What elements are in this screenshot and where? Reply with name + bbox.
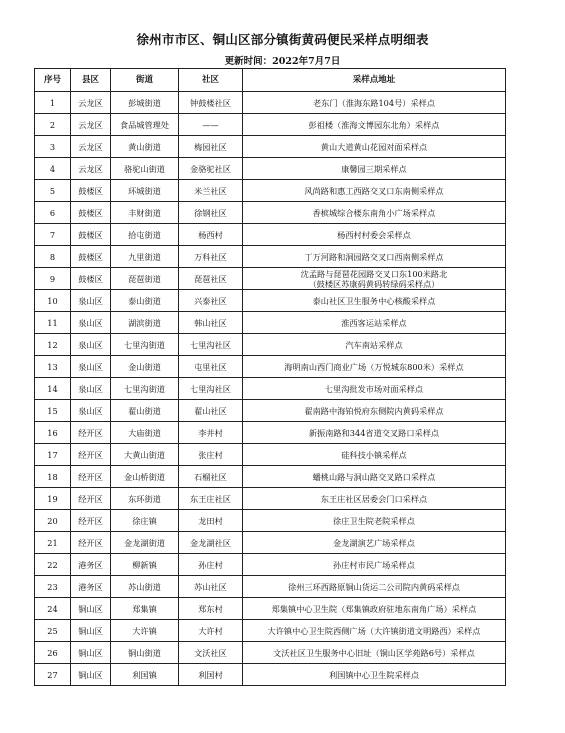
table-row (35, 356, 506, 378)
cell-address: 老东门（淮海东路104号）采样点 (243, 92, 506, 114)
table-row (35, 378, 506, 400)
cell-address: 杨西村村委会采样点 (243, 224, 506, 246)
cell-street: 琵琶街道 (111, 268, 179, 290)
cell-community: 大许村 (179, 620, 243, 642)
table-row (35, 576, 506, 598)
cell-street: 金龙湖街道 (111, 532, 179, 554)
cell-street: 金山街道 (111, 356, 179, 378)
cell-index: 2 (35, 114, 71, 136)
cell-street: 骆驼山街道 (111, 158, 179, 180)
cell-community: 梅园社区 (179, 136, 243, 158)
cell-index: 8 (35, 246, 71, 268)
table-row (35, 268, 506, 290)
cell-street: 食品城管理处 (111, 114, 179, 136)
cell-street: 彭城街道 (111, 92, 179, 114)
cell-street: 黄山街道 (111, 136, 179, 158)
cell-address: 东王庄社区居委会门口采样点 (243, 488, 506, 510)
cell-index: 17 (35, 444, 71, 466)
cell-address: 康馨园三期采样点 (243, 158, 506, 180)
header-address: 采样点地址 (243, 69, 506, 92)
cell-index: 15 (35, 400, 71, 422)
cell-address: 海明南山西门商业广场（万悦城东800米）采样点 (243, 356, 506, 378)
cell-district: 泉山区 (71, 312, 111, 334)
cell-district: 鼓楼区 (71, 202, 111, 224)
cell-community: 利国村 (179, 664, 243, 686)
cell-street: 泰山街道 (111, 290, 179, 312)
cell-index: 10 (35, 290, 71, 312)
cell-district: 经开区 (71, 444, 111, 466)
cell-district: 泉山区 (71, 400, 111, 422)
cell-address: 翟南路中海铂悦府东侧院内黄码采样点 (243, 400, 506, 422)
cell-district: 经开区 (71, 532, 111, 554)
table-row (35, 466, 506, 488)
cell-index: 21 (35, 532, 71, 554)
cell-district: 泉山区 (71, 334, 111, 356)
cell-community: 张庄村 (179, 444, 243, 466)
cell-community: 屯里社区 (179, 356, 243, 378)
cell-district: 鼓楼区 (71, 224, 111, 246)
cell-community: 金骆驼社区 (179, 158, 243, 180)
cell-community: 钟鼓楼社区 (179, 92, 243, 114)
table-row (35, 136, 506, 158)
cell-community: 兴泰社区 (179, 290, 243, 312)
table-row (35, 598, 506, 620)
cell-address: 金龙湖演艺广场采样点 (243, 532, 506, 554)
table-row (35, 488, 506, 510)
cell-index: 22 (35, 554, 71, 576)
cell-community: 杨西村 (179, 224, 243, 246)
cell-street: 七里沟街道 (111, 378, 179, 400)
cell-district: 经开区 (71, 422, 111, 444)
table-row (35, 224, 506, 246)
cell-community: 石榴社区 (179, 466, 243, 488)
table-row (35, 620, 506, 642)
cell-index: 3 (35, 136, 71, 158)
cell-address: 香槟城综合楼东南角小广场采样点 (243, 202, 506, 224)
table-row (35, 554, 506, 576)
cell-district: 鼓楼区 (71, 246, 111, 268)
table-row (35, 642, 506, 664)
cell-address: 彭祖楼（淮海文博园东北角）采样点 (243, 114, 506, 136)
cell-district: 云龙区 (71, 114, 111, 136)
cell-street: 翟山街道 (111, 400, 179, 422)
table-row (35, 510, 506, 532)
cell-community: —— (179, 114, 243, 136)
cell-index: 5 (35, 180, 71, 202)
cell-street: 利国镇 (111, 664, 179, 686)
cell-address: 风尚路和惠工西路交叉口东南侧采样点 (243, 180, 506, 202)
cell-street: 郑集镇 (111, 598, 179, 620)
cell-index: 18 (35, 466, 71, 488)
cell-street: 苏山街道 (111, 576, 179, 598)
table-header-row (35, 69, 506, 92)
cell-district: 铜山区 (71, 642, 111, 664)
cell-address: 大许镇中心卫生院西侧广场（大许镇街道文明路西）采样点 (243, 620, 506, 642)
table-row (35, 664, 506, 686)
cell-address: 孙庄村市民广场采样点 (243, 554, 506, 576)
sampling-points-table (34, 68, 506, 686)
table-row (35, 202, 506, 224)
cell-address: 黄山大道黄山花园对面采样点 (243, 136, 506, 158)
cell-street: 大庙街道 (111, 422, 179, 444)
cell-street: 湖滨街道 (111, 312, 179, 334)
cell-community: 文沃社区 (179, 642, 243, 664)
cell-address: 丁万河路和洞园路交叉口西南侧采样点 (243, 246, 506, 268)
header-street: 街道 (111, 69, 179, 92)
table-row (35, 400, 506, 422)
cell-district: 鼓楼区 (71, 180, 111, 202)
cell-district: 云龙区 (71, 92, 111, 114)
cell-street: 大许镇 (111, 620, 179, 642)
cell-community: 米兰社区 (179, 180, 243, 202)
cell-index: 14 (35, 378, 71, 400)
cell-address: 淮西客运站采样点 (243, 312, 506, 334)
cell-address: 文沃社区卫生服务中心旧址（铜山区学苑路6号）采样点 (243, 642, 506, 664)
cell-index: 9 (35, 268, 71, 290)
table-row (35, 180, 506, 202)
cell-address: 利国镇中心卫生院采样点 (243, 664, 506, 686)
cell-street: 徐庄镇 (111, 510, 179, 532)
cell-address: 七里沟批发市场对面采样点 (243, 378, 506, 400)
cell-index: 23 (35, 576, 71, 598)
cell-district: 鼓楼区 (71, 268, 111, 290)
cell-district: 泉山区 (71, 356, 111, 378)
cell-community: 金龙湖社区 (179, 532, 243, 554)
cell-community: 韩山社区 (179, 312, 243, 334)
update-time: 更新时间：2022年7月7日 (224, 56, 341, 67)
cell-index: 6 (35, 202, 71, 224)
table-row (35, 290, 506, 312)
cell-district: 铜山区 (71, 598, 111, 620)
cell-district: 经开区 (71, 466, 111, 488)
table-row (35, 114, 506, 136)
cell-community: 孙庄村 (179, 554, 243, 576)
cell-address: 新振南路和344省道交叉路口采样点 (243, 422, 506, 444)
cell-district: 泉山区 (71, 290, 111, 312)
cell-community: 万科社区 (179, 246, 243, 268)
cell-index: 12 (35, 334, 71, 356)
cell-community: 东王庄社区 (179, 488, 243, 510)
cell-address: 泰山社区卫生服务中心核酸采样点 (243, 290, 506, 312)
cell-street: 东环街道 (111, 488, 179, 510)
table-row (35, 422, 506, 444)
cell-community: 龙田村 (179, 510, 243, 532)
cell-address: 硅科技小镇采样点 (243, 444, 506, 466)
cell-community: 七里沟社区 (179, 334, 243, 356)
cell-street: 七里沟街道 (111, 334, 179, 356)
table-row (35, 532, 506, 554)
table-row (35, 334, 506, 356)
cell-index: 1 (35, 92, 71, 114)
page-title: 徐州市市区、铜山区部分镇街黄码便民采样点明细表 (136, 32, 429, 47)
cell-community: 郑东村 (179, 598, 243, 620)
cell-street: 丰财街道 (111, 202, 179, 224)
cell-district: 铜山区 (71, 620, 111, 642)
table-row (35, 158, 506, 180)
cell-street: 柳新镇 (111, 554, 179, 576)
cell-district: 港务区 (71, 554, 111, 576)
cell-district: 铜山区 (71, 664, 111, 686)
cell-index: 19 (35, 488, 71, 510)
cell-address: 汽车南站采样点 (243, 334, 506, 356)
cell-street: 九里街道 (111, 246, 179, 268)
cell-index: 11 (35, 312, 71, 334)
cell-address: 沈孟路与琵琶花园路交叉口东100米路北 （鼓楼区苏康码黄码转绿码采样点） (243, 268, 506, 290)
cell-index: 20 (35, 510, 71, 532)
cell-index: 24 (35, 598, 71, 620)
cell-index: 7 (35, 224, 71, 246)
cell-community: 苏山社区 (179, 576, 243, 598)
cell-community: 翟山社区 (179, 400, 243, 422)
cell-community: 李井村 (179, 422, 243, 444)
cell-street: 大黄山街道 (111, 444, 179, 466)
cell-address: 徐庄卫生院老院采样点 (243, 510, 506, 532)
cell-community: 徐钢社区 (179, 202, 243, 224)
cell-community: 琵琶社区 (179, 268, 243, 290)
cell-index: 26 (35, 642, 71, 664)
table-row (35, 92, 506, 114)
table-row (35, 312, 506, 334)
cell-district: 港务区 (71, 576, 111, 598)
cell-district: 泉山区 (71, 378, 111, 400)
cell-street: 金山桥街道 (111, 466, 179, 488)
cell-index: 13 (35, 356, 71, 378)
header-district: 县区 (71, 69, 111, 92)
cell-district: 经开区 (71, 488, 111, 510)
cell-index: 16 (35, 422, 71, 444)
cell-address: 蟠桃山路与洞山路交叉路口采样点 (243, 466, 506, 488)
cell-street: 环城街道 (111, 180, 179, 202)
cell-street: 铜山街道 (111, 642, 179, 664)
cell-community: 七里沟社区 (179, 378, 243, 400)
table-row (35, 444, 506, 466)
cell-address: 郑集镇中心卫生院（郑集镇政府驻地东南角广场）采样点 (243, 598, 506, 620)
cell-index: 27 (35, 664, 71, 686)
cell-district: 云龙区 (71, 136, 111, 158)
cell-index: 4 (35, 158, 71, 180)
cell-index: 25 (35, 620, 71, 642)
cell-street: 拾屯街道 (111, 224, 179, 246)
table-row (35, 246, 506, 268)
cell-address: 徐州三环西路原铜山货运二公司院内黄码采样点 (243, 576, 506, 598)
header-community: 社区 (179, 69, 243, 92)
cell-district: 经开区 (71, 510, 111, 532)
cell-district: 云龙区 (71, 158, 111, 180)
header-index: 序号 (35, 69, 71, 92)
